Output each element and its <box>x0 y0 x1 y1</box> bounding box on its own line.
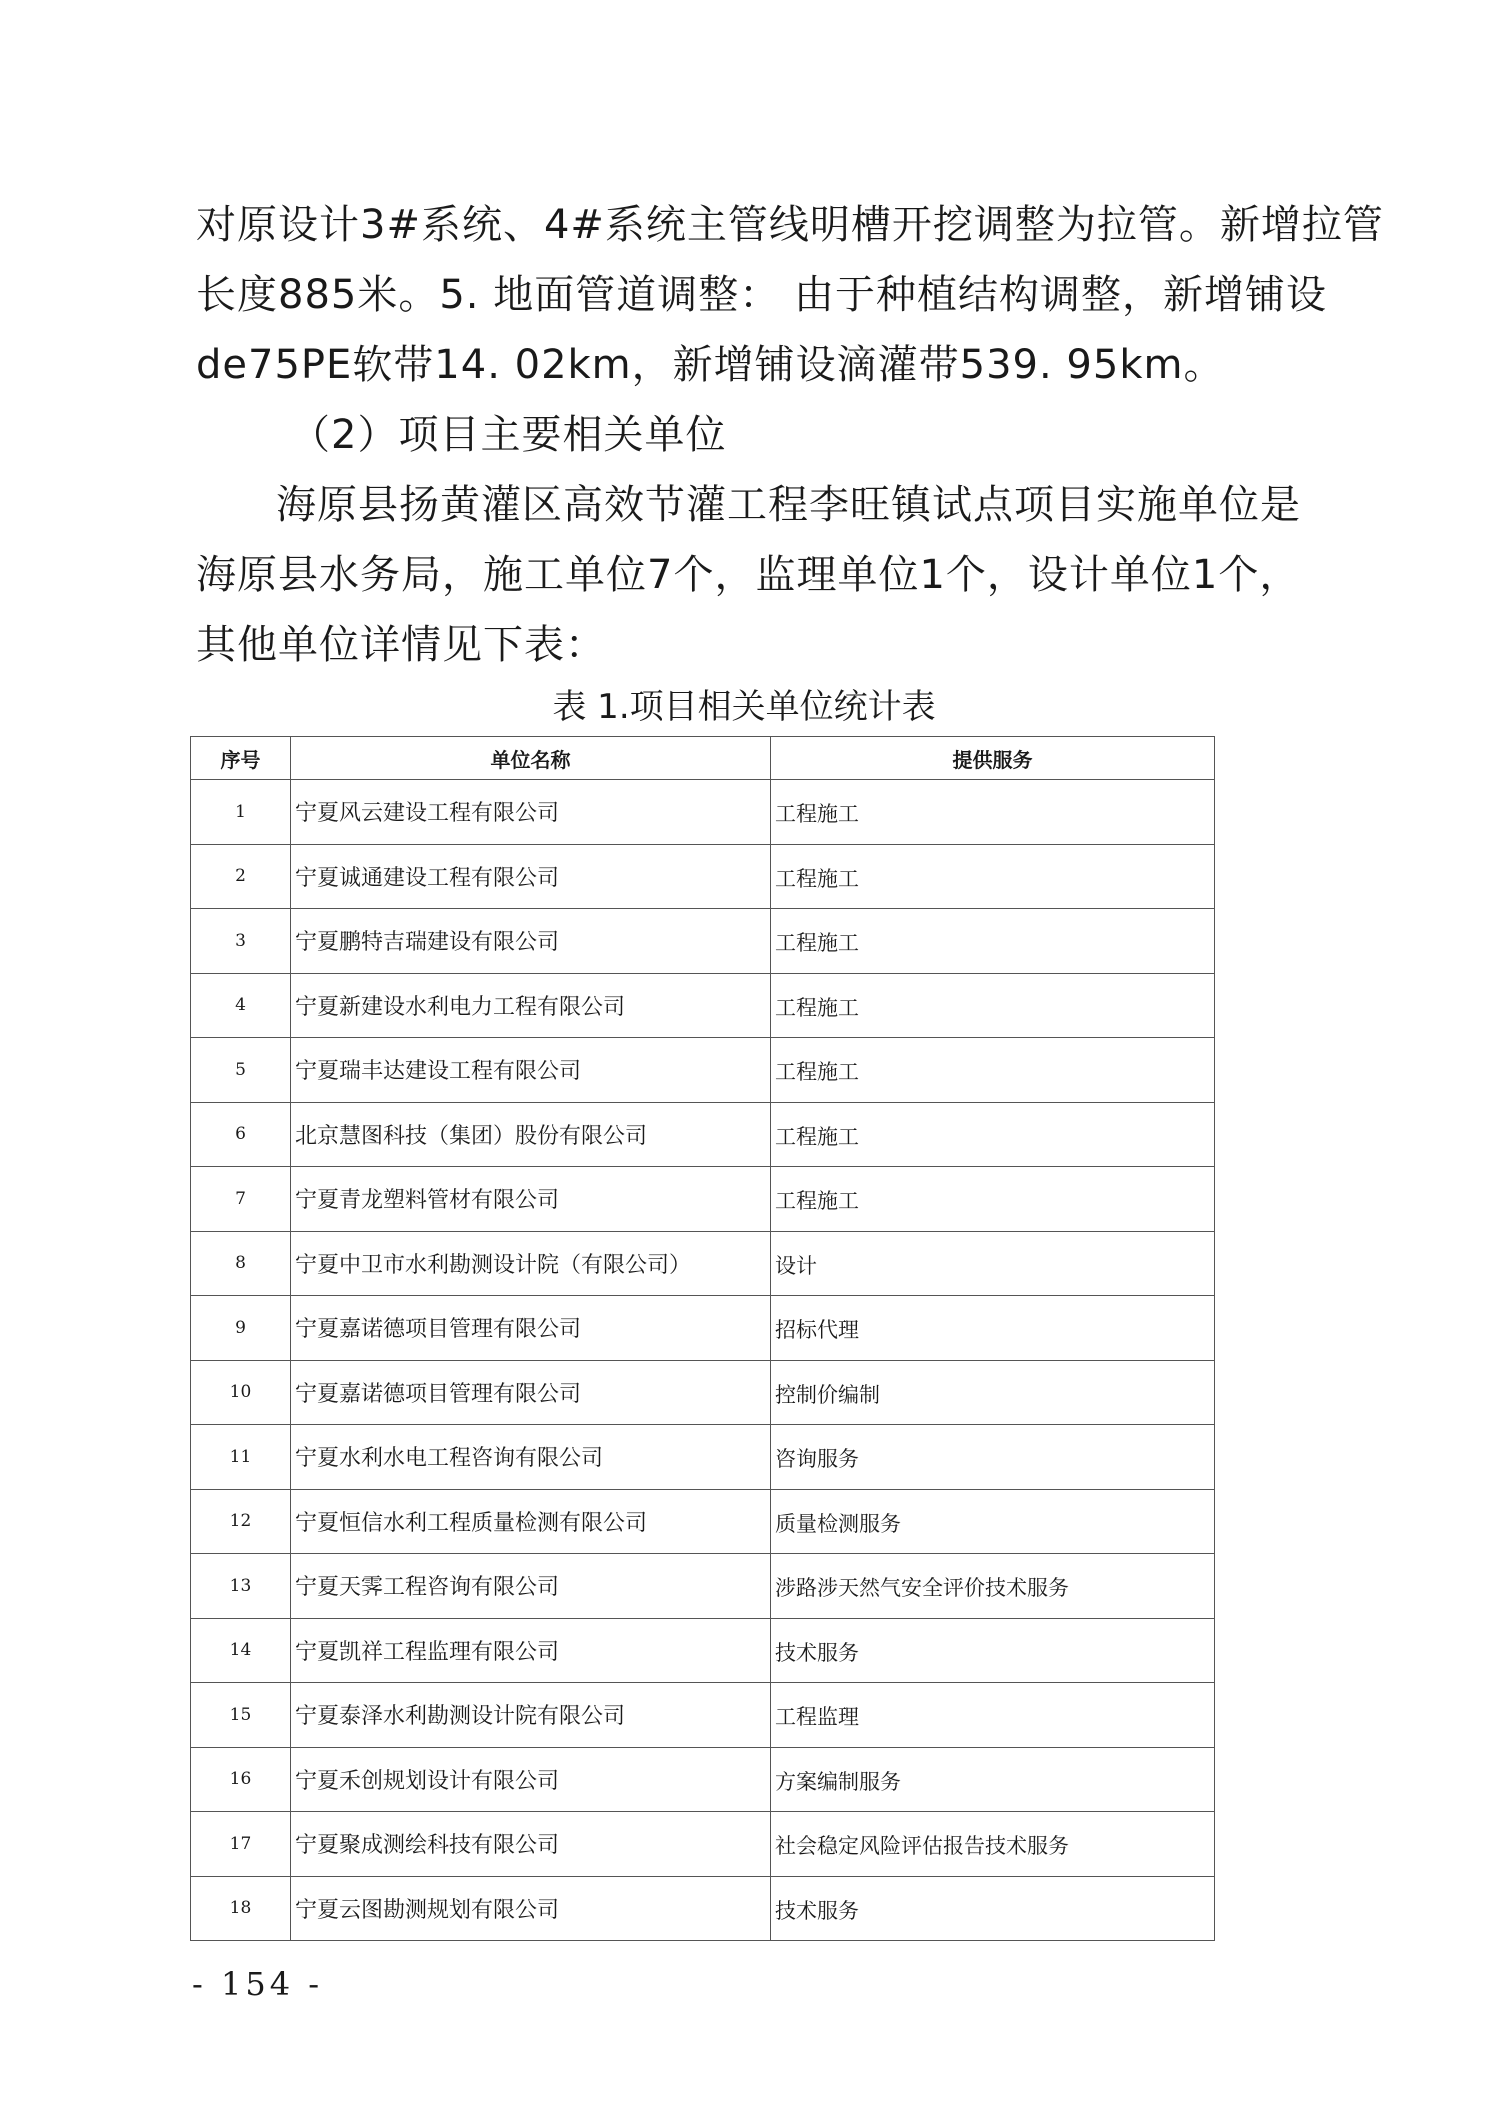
table-row <box>191 1554 1215 1619</box>
unit-name: 宁夏诚通建设工程有限公司 <box>291 844 771 909</box>
row-number: 5 <box>191 1038 291 1103</box>
service-type: 设计 <box>771 1231 1215 1296</box>
row-number: 9 <box>191 1296 291 1361</box>
table-row <box>191 973 1215 1038</box>
intro-line: 对原设计3#系统、4#系统主管线明槽开挖调整为拉管。新增拉管 <box>196 202 1384 248</box>
intro-paragraph <box>196 190 1384 400</box>
table-row <box>191 1425 1215 1490</box>
row-number: 3 <box>191 909 291 974</box>
intro-line: de75PE软带14. 02km，新增铺设滴灌带539. 95km。 <box>196 342 1225 388</box>
section-heading: （2）项目主要相关单位 <box>290 412 727 458</box>
service-type: 工程施工 <box>771 844 1215 909</box>
intro-line: 长度885米。5. 地面管道调整： 由于种植结构调整，新增铺设 <box>196 272 1327 318</box>
unit-name: 宁夏风云建设工程有限公司 <box>291 780 771 845</box>
service-type: 工程施工 <box>771 1038 1215 1103</box>
table-row <box>191 1876 1215 1941</box>
row-number: 8 <box>191 1231 291 1296</box>
unit-name: 宁夏中卫市水利勘测设计院（有限公司） <box>291 1231 771 1296</box>
table-body <box>191 780 1215 1941</box>
service-type: 工程施工 <box>771 1102 1215 1167</box>
table-caption: 表 1.项目相关单位统计表 <box>552 687 936 727</box>
table-row <box>191 1038 1215 1103</box>
row-number: 17 <box>191 1812 291 1877</box>
unit-name: 宁夏聚成测绘科技有限公司 <box>291 1812 771 1877</box>
service-type: 方案编制服务 <box>771 1747 1215 1812</box>
unit-name: 宁夏嘉诺德项目管理有限公司 <box>291 1296 771 1361</box>
unit-name: 宁夏恒信水利工程质量检测有限公司 <box>291 1489 771 1554</box>
table-row <box>191 780 1215 845</box>
units-table <box>190 736 1215 1941</box>
table-row <box>191 1618 1215 1683</box>
service-type: 技术服务 <box>771 1618 1215 1683</box>
unit-name: 宁夏云图勘测规划有限公司 <box>291 1876 771 1941</box>
row-number: 14 <box>191 1618 291 1683</box>
unit-name: 宁夏新建设水利电力工程有限公司 <box>291 973 771 1038</box>
unit-name: 宁夏嘉诺德项目管理有限公司 <box>291 1360 771 1425</box>
row-number: 1 <box>191 780 291 845</box>
service-type: 工程施工 <box>771 780 1215 845</box>
table-row <box>191 1102 1215 1167</box>
section-paragraph: 海原县扬黄灌区高效节灌工程李旺镇试点项目实施单位是海原县水务局，施工单位7个，监理单位1个，设计单位1个，其他单位详情见下表： <box>196 482 1301 668</box>
row-number: 7 <box>191 1167 291 1232</box>
table-row <box>191 1812 1215 1877</box>
header-no: 序号 <box>191 737 291 780</box>
service-type: 工程施工 <box>771 973 1215 1038</box>
row-number: 12 <box>191 1489 291 1554</box>
unit-name: 宁夏鹏特吉瑞建设有限公司 <box>291 909 771 974</box>
row-number: 6 <box>191 1102 291 1167</box>
unit-name: 宁夏禾创规划设计有限公司 <box>291 1747 771 1812</box>
row-number: 15 <box>191 1683 291 1748</box>
table-row <box>191 1747 1215 1812</box>
row-number: 10 <box>191 1360 291 1425</box>
row-number: 18 <box>191 1876 291 1941</box>
row-number: 2 <box>191 844 291 909</box>
service-type: 工程监理 <box>771 1683 1215 1748</box>
row-number: 11 <box>191 1425 291 1490</box>
unit-name: 宁夏泰泽水利勘测设计院有限公司 <box>291 1683 771 1748</box>
page-number: - 154 - <box>192 1965 324 2003</box>
table-row <box>191 1231 1215 1296</box>
table-row <box>191 1296 1215 1361</box>
unit-name: 宁夏瑞丰达建设工程有限公司 <box>291 1038 771 1103</box>
table-row <box>191 1360 1215 1425</box>
service-type: 技术服务 <box>771 1876 1215 1941</box>
row-number: 16 <box>191 1747 291 1812</box>
table-row <box>191 909 1215 974</box>
table-row <box>191 1167 1215 1232</box>
row-number: 13 <box>191 1554 291 1619</box>
table-row <box>191 1683 1215 1748</box>
unit-name: 宁夏青龙塑料管材有限公司 <box>291 1167 771 1232</box>
header-name: 单位名称 <box>291 737 771 780</box>
service-type: 咨询服务 <box>771 1425 1215 1490</box>
table-header-row <box>191 737 1215 780</box>
table-row <box>191 1489 1215 1554</box>
unit-name: 北京慧图科技（集团）股份有限公司 <box>291 1102 771 1167</box>
service-type: 工程施工 <box>771 1167 1215 1232</box>
unit-name: 宁夏水利水电工程咨询有限公司 <box>291 1425 771 1490</box>
service-type: 招标代理 <box>771 1296 1215 1361</box>
unit-name: 宁夏凯祥工程监理有限公司 <box>291 1618 771 1683</box>
service-type: 社会稳定风险评估报告技术服务 <box>771 1812 1215 1877</box>
service-type: 工程施工 <box>771 909 1215 974</box>
service-type: 涉路涉天然气安全评价技术服务 <box>771 1554 1215 1619</box>
row-number: 4 <box>191 973 291 1038</box>
unit-name: 宁夏天霁工程咨询有限公司 <box>291 1554 771 1619</box>
service-type: 质量检测服务 <box>771 1489 1215 1554</box>
header-service: 提供服务 <box>771 737 1215 780</box>
table-row <box>191 844 1215 909</box>
service-type: 控制价编制 <box>771 1360 1215 1425</box>
